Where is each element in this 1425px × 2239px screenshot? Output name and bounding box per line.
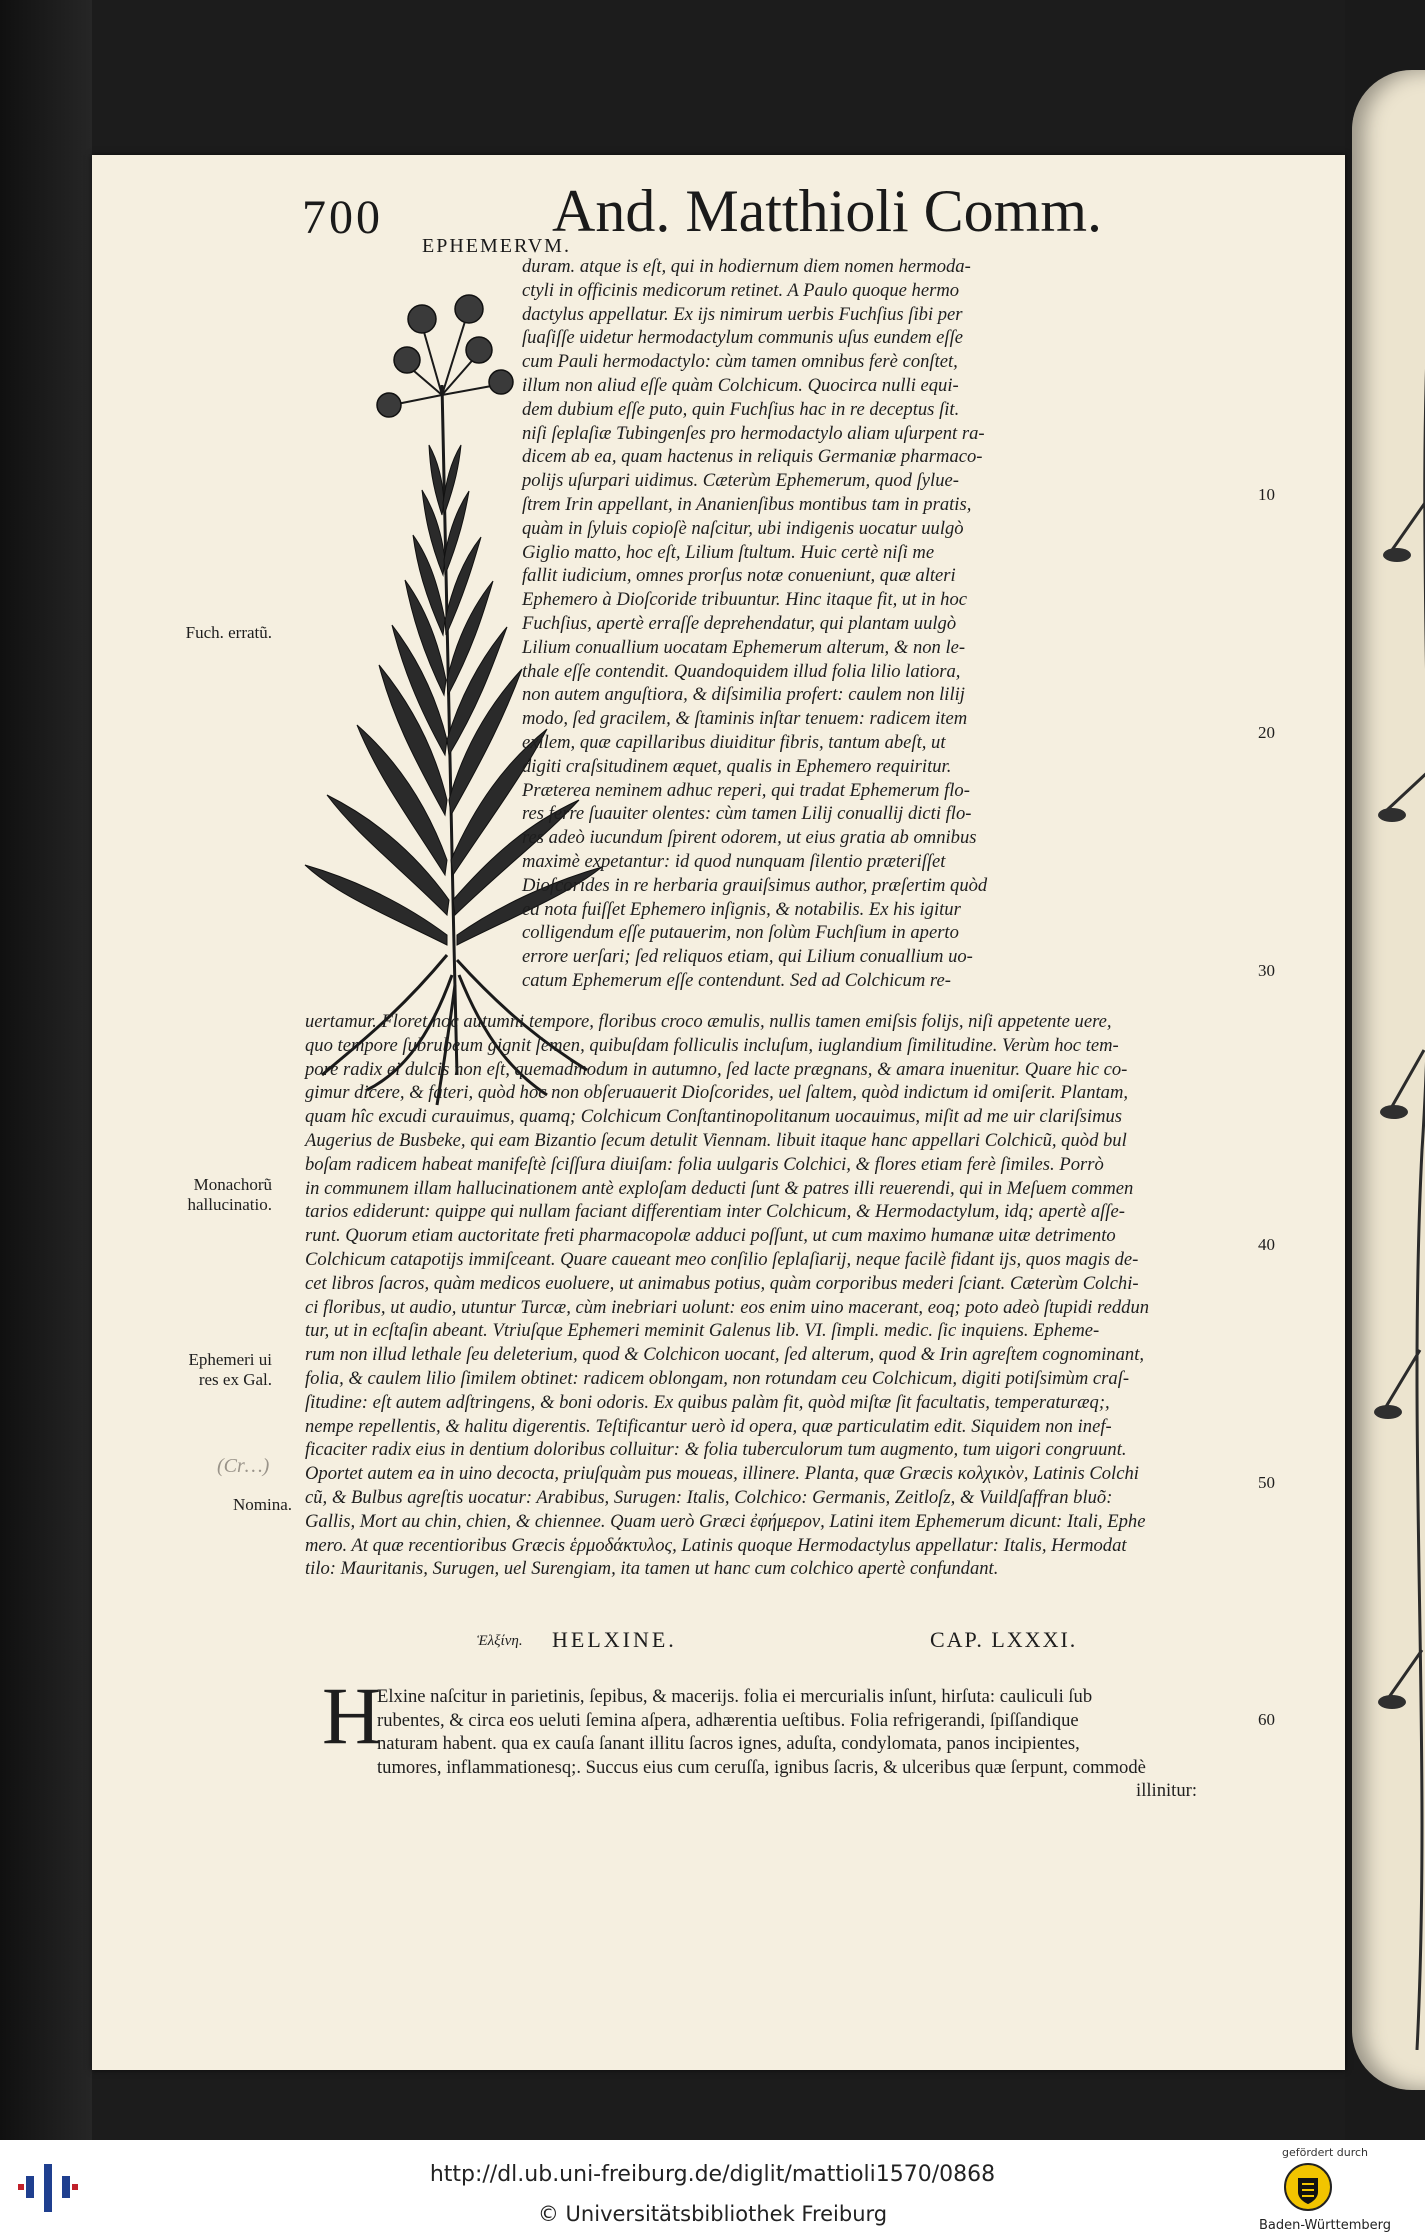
sponsor-caption: gefördert durch xyxy=(1281,2146,1369,2159)
margin-note-ephemeri: res ex Gal. xyxy=(198,1370,272,1389)
line-number: 10 xyxy=(1258,485,1275,504)
text-line: quo tempore ſubrubeum gignit ſemen, quibuſdam folliculis incluſum, iuglandium ſimilitudine. Verùm hoc tem- xyxy=(305,1034,1119,1056)
text-line: quam hîc excudi curauimus, quamq; Colchicum Conſtantinopolitanum uocauimus, miſit ad me uir clariſsimus xyxy=(305,1106,1123,1128)
text-line: ficaciter radix eius in dentium doloribus colluitur: & folia tuberculorum tum augmento, tum uigori congruunt. xyxy=(305,1439,1127,1461)
text-line: rum non illud lethale ſeu deleterium, quod & Colchicon uocant, ſed alterum, quod & Irin agreſtem cognominant, xyxy=(305,1344,1145,1366)
adjacent-page-illustration xyxy=(1372,250,1425,2050)
margin-note-fuch: Fuch. erratũ. xyxy=(185,623,272,642)
text-line: thale eſſe contendit. Quandoquidem illud folia lilio latiora, xyxy=(522,660,961,682)
text-line: pore radix ei dulcis non eſt, quemadmodum in autumno, ſed lacte prægnans, & amara inuenitur. Quare hic co- xyxy=(305,1058,1128,1080)
margin-note-monachorum: hallucinatio. xyxy=(187,1195,272,1214)
margin-note-ephemeri: Ephemeri ui xyxy=(188,1350,272,1369)
book-page xyxy=(92,155,1345,2070)
drop-capital: H xyxy=(322,1670,382,1761)
line-number: 20 xyxy=(1258,723,1275,742)
text-line: ſuaſiſſe uidetur hermodactylum communis uſus eundem eſſe xyxy=(522,327,964,349)
line-number: 50 xyxy=(1258,1473,1275,1492)
text-line: tumores, inflammationesq;. Succus eius cum ceruſſa, ignibus ſacris, & ulceribus quæ ſerpunt, commodè xyxy=(377,1756,1146,1778)
text-line: res ferre ſuauiter olentes: cùm tamen Lilij conuallij dicti flo- xyxy=(522,803,972,825)
text-line: dem dubium eſſe puto, quin Fuchſius hac in re deceptus ſit. xyxy=(522,398,960,420)
text-line: fallit iudicium, omnes prorſus notæ conueniunt, quæ alteri xyxy=(522,565,956,587)
text-line: cũ, & Bulbus agreſtis uocatur: Arabibus, Surugen: Italis, Colchico: Germanis, Zeitloſz, & Vuildſaffran bluõ: xyxy=(305,1486,1113,1508)
text-line: naturam habent. qua ex cauſa ſanant illitu ſacros ignes, aduſta, condylomata, panos incipientes, xyxy=(377,1733,1080,1755)
margin-note-monachorum: Monachorũ xyxy=(193,1175,272,1194)
text-line: Augerius de Busbeke, qui eam Bizantio ſecum detulit Viennam. libuit itaque hanc appellari Colchicũ, quòd bul xyxy=(305,1129,1127,1151)
text-line: Lilium conuallium uocatam Ephemerum alterum, & non le- xyxy=(522,636,966,658)
text-line: maximè expetantur: id quod nunquam ſilentio præteriſſet xyxy=(522,850,946,872)
chapter-number: CAP. LXXXI. xyxy=(930,1627,1078,1652)
text-line: modo, ſed gracilem, & ſtaminis inſtar tenuem: radicem item xyxy=(522,708,968,730)
text-line: exilem, quæ capillaribus diuiditur fibris, tantum abeſt, ut xyxy=(522,731,946,753)
copyright-notice: © Universitätsbibliothek Freiburg xyxy=(537,2202,888,2226)
pencil-annotation: (Cr…) xyxy=(217,1455,270,1477)
text-line: tilo: Mauritanis, Surugen, uel Surengiam, ita tamen ut hanc cum colchico apertè confundant. xyxy=(305,1558,999,1580)
text-line: boſam radicem habeat manifeſtè ſciſſura diuiſam: folia uulgaris Colchici, & flores etiam ferè ſimiles. Porrò xyxy=(305,1153,1104,1175)
page-number: 700 xyxy=(302,191,383,244)
text-line: Gallis, Mort au chin, chien, & chiennee. Quam uerò Græci ἐφήμερον, Latini item Ephemerum dicunt: Itali, Ephe xyxy=(305,1510,1146,1532)
figure-title: EPHEMERVM. xyxy=(422,235,571,257)
text-line: dactylus appellatur. Ex ijs nimirum uerbis Fuchſius ſibi per xyxy=(522,303,963,325)
line-number: 60 xyxy=(1258,1710,1275,1729)
text-line: mero. At quæ recentioribus Græcis ἑρμοδάκτυλος, Latinis quoque Hermodactylus appellatur: Italis, Hermodat xyxy=(305,1534,1127,1556)
text-line: Oportet autem ea in uino decocta, priuſquàm pus moueas, illinere. Planta, quæ Græcis κολχικὸν, Latinis Colchi xyxy=(305,1463,1139,1485)
line-number: 30 xyxy=(1258,961,1275,980)
helxine-text xyxy=(377,1685,1197,1803)
text-line: catum Ephemerum eſſe contendunt. Sed ad Colchicum re- xyxy=(522,969,951,991)
text-line: nempe repellentis, & halitu digerentis. Teſtificantur uerò id opera, quæ particulatim edit. Siquidem non inef- xyxy=(305,1415,1112,1437)
text-line: illinitur: xyxy=(1136,1780,1197,1802)
text-line: cum Pauli hermodactylo: cùm tamen omnibus ferè conſtet, xyxy=(522,351,958,373)
sponsor-name: Baden-Württemberg xyxy=(1259,2218,1391,2233)
text-line: illum non aliud eſſe quàm Colchicum. Quocirca nulli equi- xyxy=(522,374,959,396)
text-line: Fuchſius, apertè erraſſe deprehendatur, qui plantam uulgò xyxy=(522,612,957,634)
text-line: runt. Quorum etiam auctoritate freti pharmacopolæ adduci poſſunt, ut cum maximo humanæ uitæ detrimento xyxy=(305,1225,1116,1247)
text-line: Elxine naſcitur in parietinis, ſepibus, & macerijs. folia ei mercurialis inſunt, hirſuta: cauliculi ſub xyxy=(377,1686,1093,1707)
text-line: ſtrem Irin appellant, in Ananienſibus montibus tam in pratis, xyxy=(522,493,972,515)
chapter-greek-name: Ἑλξίνη. xyxy=(477,1633,523,1649)
text-line: Dioſcorides in re herbaria grauiſsimus author, præſertim quòd xyxy=(522,874,988,896)
margin-note-nomina: Nomina. xyxy=(232,1495,292,1514)
text-line: Præterea neminem adhuc reperi, qui tradat Ephemerum flo- xyxy=(522,779,970,801)
text-line: tur, ut in ecſtaſin abeant. Vtriuſque Ephemeri meminit Galenus lib. VI. ſimpli. medic. ſic inquiens. Epheme- xyxy=(305,1320,1100,1342)
text-line: cet libros ſacros, quàm medicos euoluere, ut animabus potius, quàm corporibus mederi ſciant. Cæterùm Colchi- xyxy=(305,1272,1139,1294)
text-line: Giglio matto, hoc eſt, Lilium ſtultum. Huic certè niſi me xyxy=(522,541,935,563)
text-line: quàm in ſyluis copioſè naſcitur, ubi indigenis uocatur uulgò xyxy=(522,517,964,539)
text-line: ctyli in officinis medicorum retinet. A Paulo quoque hermo xyxy=(522,279,960,301)
text-line: niſi ſeplaſiæ Tubingenſes pro hermodactylo aliam uſurpent ra- xyxy=(522,422,985,444)
viewer-footer xyxy=(0,2140,1425,2239)
text-line: digiti craſsitudinem æquet, qualis in Ephemero requiritur. xyxy=(522,755,952,777)
text-line: ci floribus, ut audio, utuntur Turcæ, cùm inebriari uolunt: eos enim uino macerant, eoq; poto adeò ſtupidi reddun xyxy=(305,1296,1150,1318)
text-line: rubentes, & circa eos ueluti ſemina aſpera, adhærentia ueſtibus. Folia refrigerandi, ſpiſſandique xyxy=(377,1709,1079,1731)
text-line: gimur dicere, & fateri, quòd hoc non obſeruauerit Dioſcorides, uel ſaltem, quòd indictum id omiſerit. Plantam, xyxy=(305,1082,1129,1104)
text-line: Colchicum catapotijs immiſceant. Quare caueant meo conſilio ſeplaſiarij, neque facilè fidant ijs, quos magis de- xyxy=(305,1248,1139,1270)
adjacent-page-edge xyxy=(1352,70,1425,2090)
text-line: ea nota fuiſſet Ephemero inſignis, & notabilis. Ex his igitur xyxy=(522,898,961,920)
text-line: in communem illam hallucinationem antè exploſam deducti ſunt & patres illi reuerendi, qui in Meſuem commen xyxy=(305,1177,1134,1199)
line-number: 40 xyxy=(1258,1235,1275,1254)
scan-backdrop-left xyxy=(0,0,92,2140)
state-coat-of-arms-icon xyxy=(1283,2162,1333,2212)
text-line: uertamur. Floret hoc autumni tempore, floribus croco æmulis, nullis tamen emiſsis folijs, niſi appetente uere, xyxy=(305,1011,1112,1032)
text-line: res adeò iucundum ſpirent odorem, ut eius gratia ab omnibus xyxy=(522,827,977,849)
text-line: ſitudine: eſt autem adſtringens, & boni odoris. Ex quibus palàm fit, quòd miſtæ ſit facultatis, temperaturæq;, xyxy=(305,1391,1110,1413)
main-column-text xyxy=(305,1010,1150,1581)
text-line: non autem anguſtiora, & diſsimilia profert: caulem non lilij xyxy=(522,684,965,706)
chapter-title: HELXINE. xyxy=(552,1627,677,1652)
side-column-text xyxy=(522,255,1122,993)
text-line: folia, & caulem lilio ſimilem obtinet: radicem oblongam, non rotundam ceu Colchicum, digiti potiſsimùm craſ- xyxy=(305,1367,1130,1389)
text-line: tarios ediderunt: quippe qui nullam faciant differentiam inter Colchicum, & Hermodactylum, idq; apertè aſſe- xyxy=(305,1201,1125,1223)
text-line: errore uerſari; ſed reliquos etiam, qui Lilium conuallium uo- xyxy=(522,946,973,968)
text-line: colligendum eſſe putauerim, non ſolùm Fuchſium in aperto xyxy=(522,922,959,944)
text-line: polijs uſurpari uidimus. Cæterùm Ephemerum, quod ſylue- xyxy=(522,470,959,492)
document-url-link[interactable]: http://dl.ub.uni-freiburg.de/diglit/mattioli1570/0868 xyxy=(429,2162,996,2187)
text-line: dicem ab ea, quam hactenus in reliquis Germaniæ pharmaco- xyxy=(522,446,983,468)
running-title: And. Matthioli Comm. xyxy=(552,178,1103,244)
text-line: Ephemero à Dioſcoride tribuuntur. Hinc itaque fit, ut in hoc xyxy=(522,589,967,611)
text-line: duram. atque is eſt, qui in hodiernum diem nomen hermoda- xyxy=(522,256,971,277)
